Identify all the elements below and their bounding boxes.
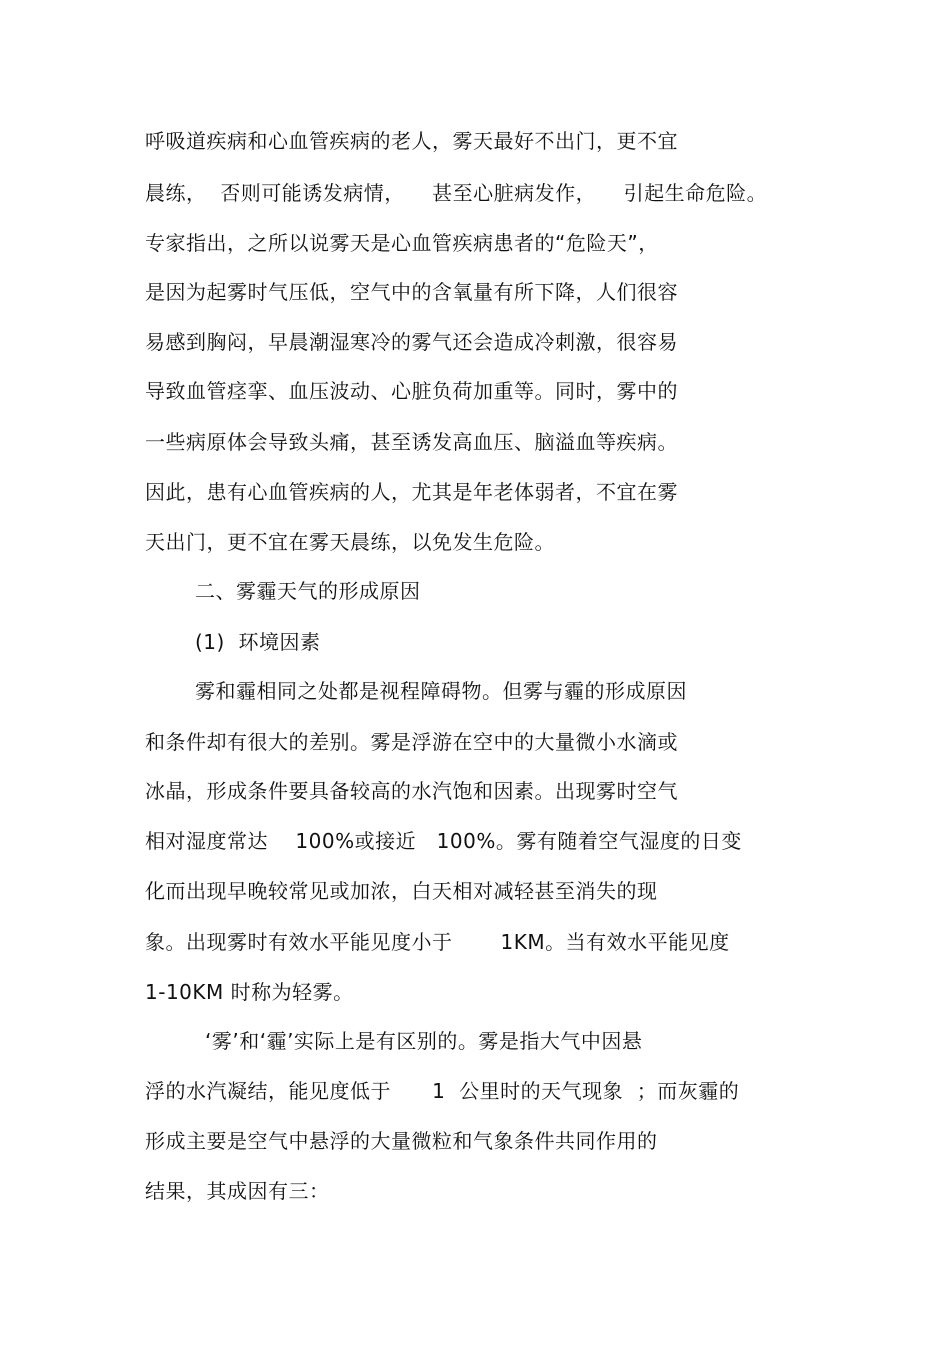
subsection-heading: (1) 环境因素 bbox=[195, 630, 321, 654]
text-line: 天出门，更不宜在雾天晨练，以免发生危险。 bbox=[145, 530, 555, 554]
text-line: 呼吸道疾病和心血管疾病的老人，雾天最好不出门，更不宜 bbox=[145, 129, 678, 153]
text-line: ‘雾’和‘霾’实际上是有区别的。雾是指大气中因悬 bbox=[205, 1029, 643, 1053]
text-line: 因此，患有心血管疾病的人，尤其是年老体弱者，不宜在雾 bbox=[145, 480, 678, 504]
text-line: 晨练， 否则可能诱发病情， 甚至心脏病发作， 引起生命危险。 bbox=[145, 181, 768, 205]
text-line: 化而出现早晚较常见或加浓，白天相对减轻甚至消失的现 bbox=[145, 879, 658, 903]
text-line: 相对湿度常达 100%或接近 100%。雾有随着空气湿度的日变 bbox=[145, 829, 742, 853]
text-line: 导致血管痉挛、血压波动、心脏负荷加重等。同时，雾中的 bbox=[145, 379, 678, 403]
text-line: 结果，其成因有三： bbox=[145, 1179, 330, 1203]
text-line: 是因为起雾时气压低，空气中的含氧量有所下降，人们很容 bbox=[145, 280, 678, 304]
text-line: 雾和霾相同之处都是视程障碍物。但雾与霾的形成原因 bbox=[195, 679, 687, 703]
text-line: 形成主要是空气中悬浮的大量微粒和气象条件共同作用的 bbox=[145, 1129, 658, 1153]
text-line: 浮的水汽凝结，能见度低于 1 公里时的天气现象 ；而灰霾的 bbox=[145, 1079, 740, 1103]
text-line: 1-10KM 时称为轻雾。 bbox=[145, 980, 354, 1004]
text-line: 专家指出，之所以说雾天是心血管疾病患者的“危险天”， bbox=[145, 231, 659, 255]
text-line: 象。出现雾时有效水平能见度小于 1KM。当有效水平能见度 bbox=[145, 930, 730, 954]
text-line: 冰晶，形成条件要具备较高的水汽饱和因素。出现雾时空气 bbox=[145, 779, 678, 803]
section-heading: 二、雾霾天气的形成原因 bbox=[195, 579, 421, 603]
text-line: 易感到胸闷，早晨潮湿寒冷的雾气还会造成冷刺激，很容易 bbox=[145, 330, 678, 354]
text-line: 一些病原体会导致头痛，甚至诱发高血压、脑溢血等疾病。 bbox=[145, 430, 678, 454]
text-line: 和条件却有很大的差别。雾是浮游在空中的大量微小水滴或 bbox=[145, 730, 678, 754]
